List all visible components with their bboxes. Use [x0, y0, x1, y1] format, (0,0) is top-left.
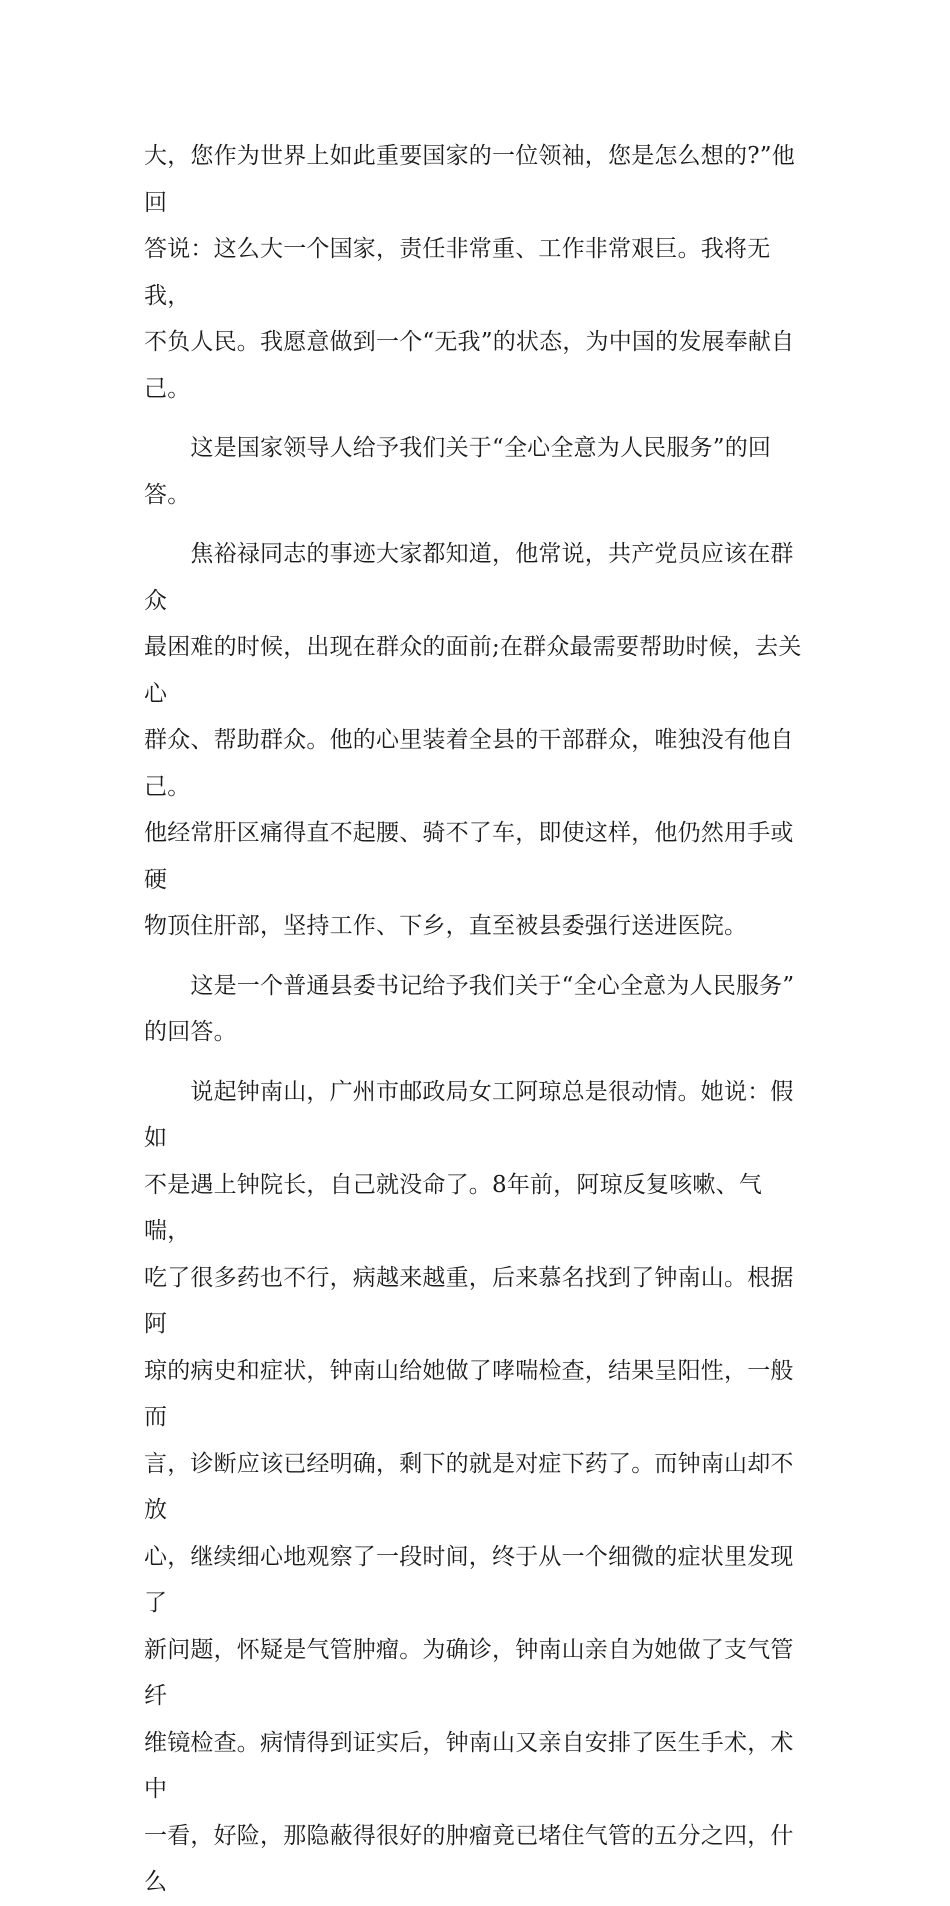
paragraph-county-secretary-answer: 这是一个普通县委书记给予我们关于“全心全意为人民服务” 的回答。 [144, 972, 795, 1045]
paragraph-leader-answer: 这是国家领导人给予我们关于“全心全意为人民服务”的回答。 [144, 435, 772, 508]
paragraph-jiao-yulu: 焦裕禄同志的事迹大家都知道，他常说，共产党员应该在群众 最困难的时候，出现在群众的面前;在群众最需要帮助时候，去关心 群众、帮助群众。他的心里装着全县的干部群众，唯独没有他自己。 他经常肝区痛得直不起腰、骑不了车，即使这样，他仍然用手或硬 物顶住肝部，坚持工作、下乡，直至被县委强行送进医院。 [144, 541, 802, 939]
body-text [144, 133, 806, 1906]
paragraph-continuation: 大，您作为世界上如此重要国家的一位领袖，您是怎么想的?”他回 答说：这么大一个国家，责任非常重、工作非常艰巨。我将无我， 不负人民。我愿意做到一个“无我”的状态，为中国的发展奉献自 己。 [144, 143, 795, 402]
paragraph-zhong-nanshan: 说起钟南山，广州市邮政局女工阿琼总是很动情。她说：假如 不是遇上钟院长，自己就没命了。8年前，阿琼反复咳嗽、气喘， 吃了很多药也不行，病越来越重，后来慕名找到了钟南山。根据阿 琼的病史和症状，钟南山给她做了哮喘检查，结果呈阳性，一般而 言，诊断应该已经明确，剩下的就是对症下药了。而钟南山却不放 心，继续细心地观察了一段时间，终于从一个细微的症状里发现了 新问题，怀疑是气管肿瘤。为确诊，钟南山亲自为她做了支气管纤 维镜检查。病情得到证实后，钟南山又亲自安排了医生手术，术中 一看，好险，那隐蔽得很好的肿瘤竟已堵住气管的五分之四，什么 [144, 1078, 794, 1895]
